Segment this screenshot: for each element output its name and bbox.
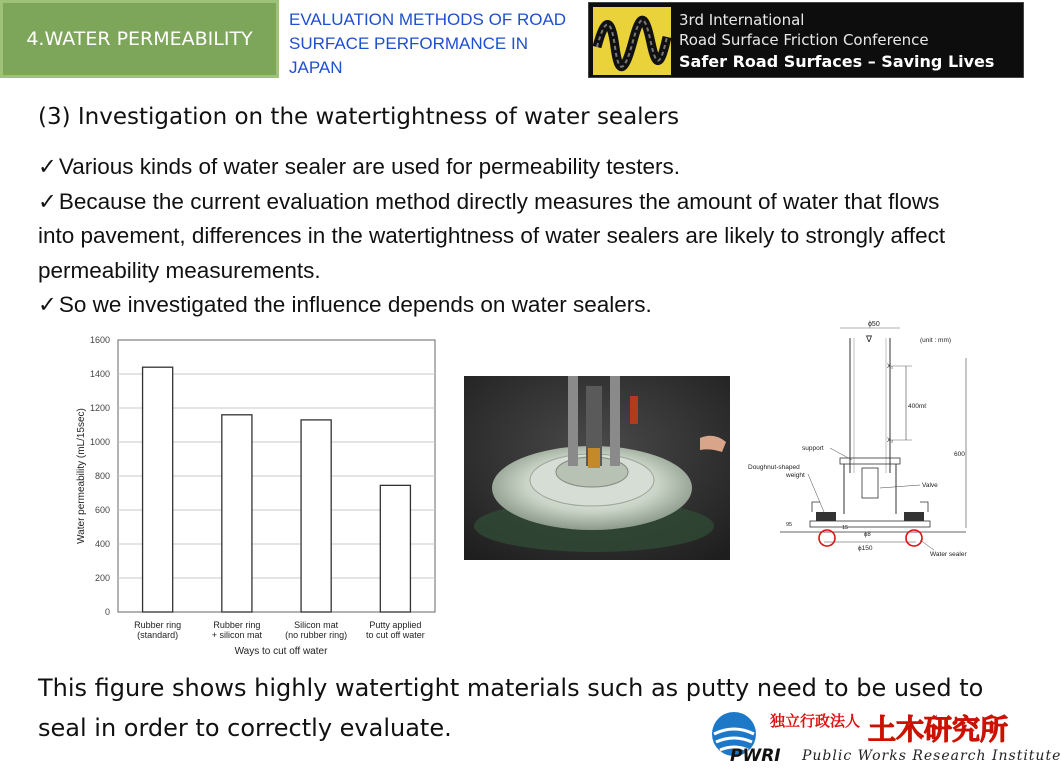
dim-phi50: ϕ50 (868, 321, 880, 328)
bullet-text: Various kinds of water sealer are used for permeability testers. (58, 154, 680, 179)
y-tick-label: 400 (94, 539, 110, 549)
y-tick-label: 1200 (89, 403, 110, 413)
dim-phi8: ϕ8 (864, 532, 871, 538)
weight-label-1: Doughnut-shaped (748, 464, 800, 471)
conference-line-3: Safer Road Surfaces – Saving Lives (679, 52, 995, 71)
tester-diagram-svg (740, 318, 980, 568)
dim-15: 15 (842, 525, 849, 531)
bullet-list (38, 150, 958, 323)
y-tick-label: 1600 (89, 335, 110, 345)
conference-line-2: Road Surface Friction Conference (679, 31, 929, 49)
bar (301, 420, 331, 612)
pwri-jp-small: 独立行政法人 (770, 712, 861, 730)
tester-photo-image (464, 376, 730, 560)
y-tick-label: 200 (94, 573, 110, 583)
x-tick-label: (no rubber ring) (285, 630, 348, 640)
bullet-item (38, 150, 958, 185)
conference-logo-icon (593, 7, 671, 75)
dim-95: 95 (786, 522, 793, 528)
x-tick-label: Rubber ring (134, 620, 182, 630)
mark-x1: X₁ (887, 364, 894, 370)
permeability-chart (60, 330, 450, 660)
pwri-abbr: PWRI (730, 746, 781, 766)
x-tick-label: Silicon mat (294, 620, 339, 630)
conclusion-text: This figure shows highly watertight materials such as putty need to be used to seal in order to correctly evaluate. (38, 674, 984, 742)
header-title: EVALUATION METHODS OF ROAD SURFACE PERFORMANCE IN JAPAN (289, 10, 567, 77)
tester-photo (464, 376, 730, 560)
valve-label: Valve (922, 482, 938, 489)
x-tick-label: + silicon mat (211, 630, 263, 640)
bullet-text: So we investigated the influence depends on water sealers. (58, 292, 652, 317)
sealer-highlight-left (819, 530, 835, 546)
pwri-en-name: Public Works Research Institute (802, 748, 1061, 764)
y-tick-label: 600 (94, 505, 110, 515)
sealer-highlight-right (906, 530, 922, 546)
bullet-text: Because the current evaluation method directly measures the amount of water that flows into pavement, differences in the watertightness of water sealers are likely to strongly affect permeability measurements. (38, 188, 946, 283)
dim-phi150: ϕ150 (858, 545, 873, 552)
support-label: support (802, 445, 824, 452)
check-icon: ✓ (38, 154, 57, 179)
x-tick-label: Rubber ring (213, 620, 261, 630)
subheading: (3) Investigation on the watertightness of water sealers (38, 104, 680, 130)
pwri-jp-large: 土木研究所 (868, 713, 1009, 746)
pwri-logo (708, 708, 1061, 768)
dim-400ml: 400mℓ (908, 403, 927, 410)
conference-banner (588, 2, 1024, 78)
y-tick-label: 800 (94, 471, 110, 481)
weight-label-2: weight (786, 472, 805, 479)
unit-label: (unit : mm) (920, 337, 952, 344)
y-axis-label: Water permeability (mL/15sec) (76, 408, 87, 544)
bullet-item (38, 185, 958, 289)
mark-x2: X₂ (887, 438, 894, 444)
water-level-mark: ∇ (866, 334, 873, 344)
tester-diagram (740, 318, 980, 568)
bar (380, 485, 410, 612)
bar (222, 415, 252, 612)
section-tab-label: 4.WATER PERMEABILITY (26, 28, 253, 50)
dim-600: 600 (954, 451, 965, 458)
bar (143, 367, 173, 612)
y-tick-label: 0 (104, 607, 110, 617)
x-tick-label: (standard) (137, 630, 179, 640)
check-icon: ✓ (38, 292, 57, 317)
conference-line-1: 3rd International (679, 11, 805, 29)
sealer-label: Water sealer (930, 551, 967, 558)
x-tick-label: to cut off water (365, 630, 425, 640)
check-icon: ✓ (38, 188, 57, 214)
section-tab (0, 0, 279, 78)
x-axis-label: Ways to cut off water (234, 646, 328, 657)
y-tick-label: 1400 (89, 369, 110, 379)
y-tick-label: 1000 (89, 437, 110, 447)
x-tick-label: Putty applied (369, 620, 422, 630)
chart-svg (60, 330, 450, 660)
